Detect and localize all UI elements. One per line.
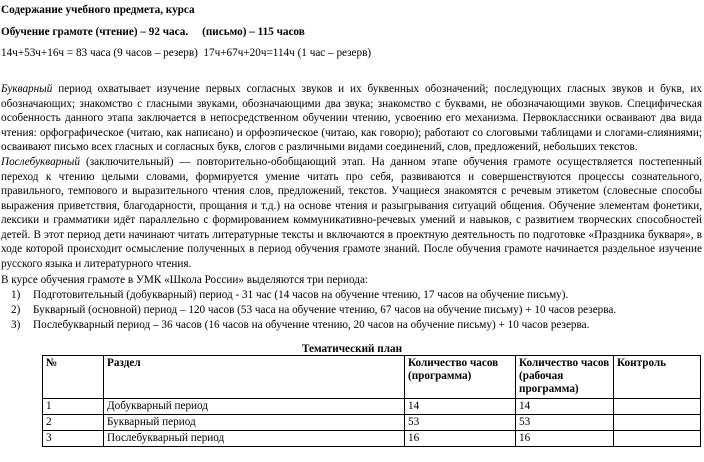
table-cell: 14 — [405, 399, 516, 415]
paragraph-bukvarny — [1, 82, 702, 155]
paragraph-poslebukvarny-text: (заключительный) — повторительно-обобщающий этап. На данном этапе обучения грамоте осуществляется постепенный переход к чтению целыми словами, формируется умение читать про себя, развиваются и совершенствуются процессы сознательного, правильного, темпового и выразительного чтения слов, предложений, текстов. Учащиеся знакомятся с речевым этикетом (словесные способы выражения приветствия, благодарности, прощания и т.д.) на основе чтения и разыгрывания ситуаций общения. Обучение элементам фонетики, лексики и грамматики идёт параллельно с формированием коммуникативно-речевых умений и навыков, с развитием творческих способностей детей. В этот период дети начинают читать литературные тексты и включаются в проектную деятельность по подготовке «Праздника букваря», в ходе которой происходит осмысление полученных в период обучения грамоте знаний. После обучения грамоте начинается раздельное изучение русского языка и литературного чтения. — [1, 156, 702, 270]
term-poslebukvarny: Послебукварный — [1, 156, 80, 168]
list-item — [0, 318, 700, 333]
hours-reading: Обучение грамоте (чтение) – 92 часа. — [1, 26, 189, 38]
column-header-section: Раздел — [104, 356, 405, 399]
paragraph-periods-intro: В курсе обучения грамоте в УМК «Школа России» выделяются три периода: — [1, 274, 369, 286]
column-header-number: № — [43, 356, 104, 399]
list-item — [0, 288, 700, 303]
column-header-hours-working: Количество часов (рабочая программа) — [516, 356, 614, 399]
column-header-hours-program: Количество часов (программа) — [405, 356, 516, 399]
list-text: Букварный (основной) период – 120 часов (53 часа на обучение чтению, 67 часов на обучение письму) + 10 часов резерва. — [33, 304, 617, 316]
paragraph-poslebukvarny — [1, 155, 702, 271]
hours-split — [1, 46, 371, 60]
term-bukvarny: Букварный — [1, 83, 53, 95]
table-cell: 53 — [405, 415, 516, 431]
column-header-control: Контроль — [614, 356, 701, 399]
table-cell — [614, 415, 701, 431]
table-cell: 1 — [43, 399, 104, 415]
table-row — [43, 431, 701, 447]
paragraph-bukvarny-text: период охватывает изучение первых согласных звуков и их буквенных обозначений; последующих гласных звуков и букв, их обозначающих; знакомство с гласными звуками, обозначающими два звука; знакомство с буквами, не обозначающими звуков. Специфическая особенность данного этапа заключается в непосредственном обучении чтению, усвоению его механизма. Первоклассники осваивают два вида чтения: орфографическое (читаю, как написано) и орфоэпическое (читаю, как говорю); работают со слоговыми таблицами и слогами-слияниями; осваивают письмо всех гласных и согласных букв, слогов с различными видами соединений, слов, предложений, небольших текстов. — [1, 83, 702, 153]
list-item — [0, 303, 700, 318]
list-number: 2) — [11, 304, 21, 316]
table-header-row — [43, 356, 701, 399]
list-number: 3) — [11, 319, 21, 331]
table-cell: 14 — [516, 399, 614, 415]
table-cell: Добукварный период — [104, 399, 405, 415]
split-writing: 17ч+67ч+20ч=114ч (1 час – резерв) — [203, 47, 372, 59]
table-cell: 3 — [43, 431, 104, 447]
hours-writing: (письмо) – 115 часов — [202, 26, 305, 38]
list-number: 1) — [11, 289, 21, 301]
table-row — [43, 399, 701, 415]
list-text: Подготовительный (добукварный) период - 31 час (14 часов на обучение чтению, 17 часов на обучение письму). — [33, 289, 569, 301]
table-cell: 53 — [516, 415, 614, 431]
table-cell — [614, 399, 701, 415]
table-cell: Букварный период — [104, 415, 405, 431]
table-row — [43, 415, 701, 431]
thematic-plan-table — [42, 355, 701, 447]
periods-list — [0, 288, 700, 333]
table-cell: 16 — [516, 431, 614, 447]
table-cell: 16 — [405, 431, 516, 447]
section-title: Содержание учебного предмета, курса — [1, 4, 195, 16]
table-cell: 2 — [43, 415, 104, 431]
plan-title: Тематический план — [301, 343, 403, 355]
hours-summary — [1, 25, 305, 39]
table-cell: Послебукварный период — [104, 431, 405, 447]
table-cell — [614, 431, 701, 447]
split-reading: 14ч+53ч+16ч = 83 часа (9 часов – резерв) — [1, 47, 198, 59]
list-text: Послебукварный период – 36 часов (16 часов на обучение чтению, 20 часов на обучение письму) + 10 часов резерва. — [33, 319, 590, 331]
